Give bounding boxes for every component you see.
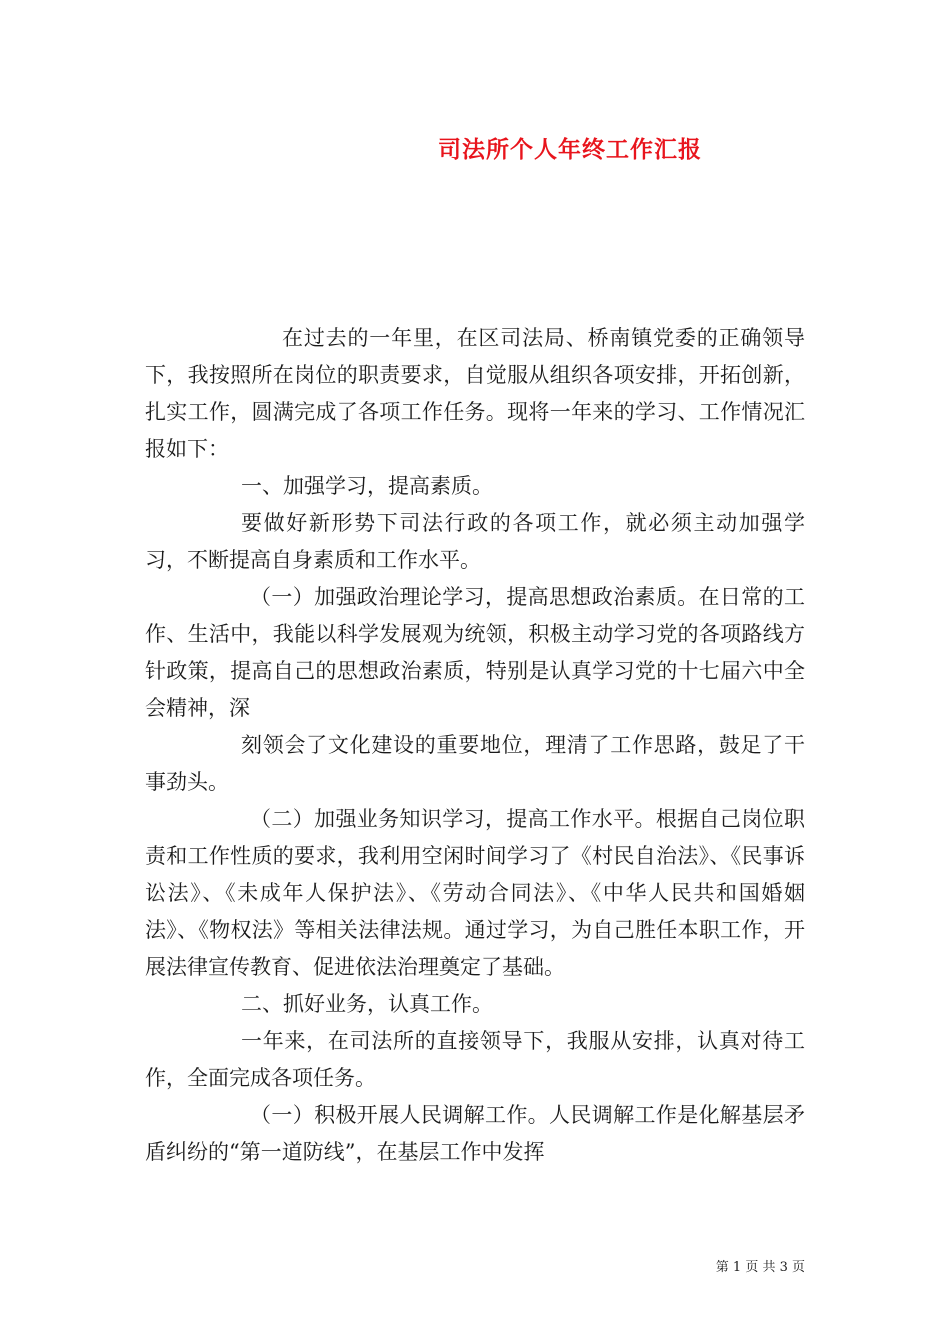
subsection-2-1: （一）积极开展人民调解工作。人民调解工作是化解基层矛盾纠纷的“第一道防线”，在基层工作中发挥 — [145, 1103, 805, 1164]
subsection-1-1: （一）加强政治理论学习，提高思想政治素质。在日常的工作、生活中，我能以科学发展观为统领，积极主动学习党的各项路线方针政策，提高自己的思想政治素质，特别是认真学习党的十七届六中全会精神，深 — [145, 585, 805, 720]
paragraph-intro: 在过去的一年里，在区司法局、桥南镇党委的正确领导下，我按照所在岗位的职责要求，自觉服从组织各项安排，开拓创新，扎实工作，圆满完成了各项工作任务。现将一年来的学习、工作情况汇报如下： — [145, 326, 805, 461]
section-heading-1: 一、加强学习，提高素质。 — [241, 474, 493, 498]
subsection-1-1-continued: 刻领会了文化建设的重要地位，理清了工作思路，鼓足了干事劲头。 — [145, 733, 805, 794]
page-number: 第 1 页 共 3 页 — [715, 1260, 805, 1275]
paragraph-section-1-intro: 要做好新形势下司法行政的各项工作，就必须主动加强学习，不断提高自身素质和工作水平。 — [145, 511, 805, 572]
section-heading-2: 二、抓好业务，认真工作。 — [241, 992, 493, 1016]
document-body — [145, 320, 805, 1171]
paragraph-section-2-intro: 一年来，在司法所的直接领导下，我服从安排，认真对待工作，全面完成各项任务。 — [145, 1029, 805, 1090]
document-title: 司法所个人年终工作汇报 — [438, 136, 702, 163]
subsection-1-2: （二）加强业务知识学习，提高工作水平。根据自己岗位职责和工作性质的要求，我利用空闲时间学习了《村民自治法》、《民事诉讼法》、《未成年人保护法》、《劳动合同法》、《中华人民共和国婚姻法》、《物权法》等相关法律法规。通过学习，为自己胜任本职工作，开展法律宣传教育、促进依法治理奠定了基础。 — [145, 807, 805, 979]
